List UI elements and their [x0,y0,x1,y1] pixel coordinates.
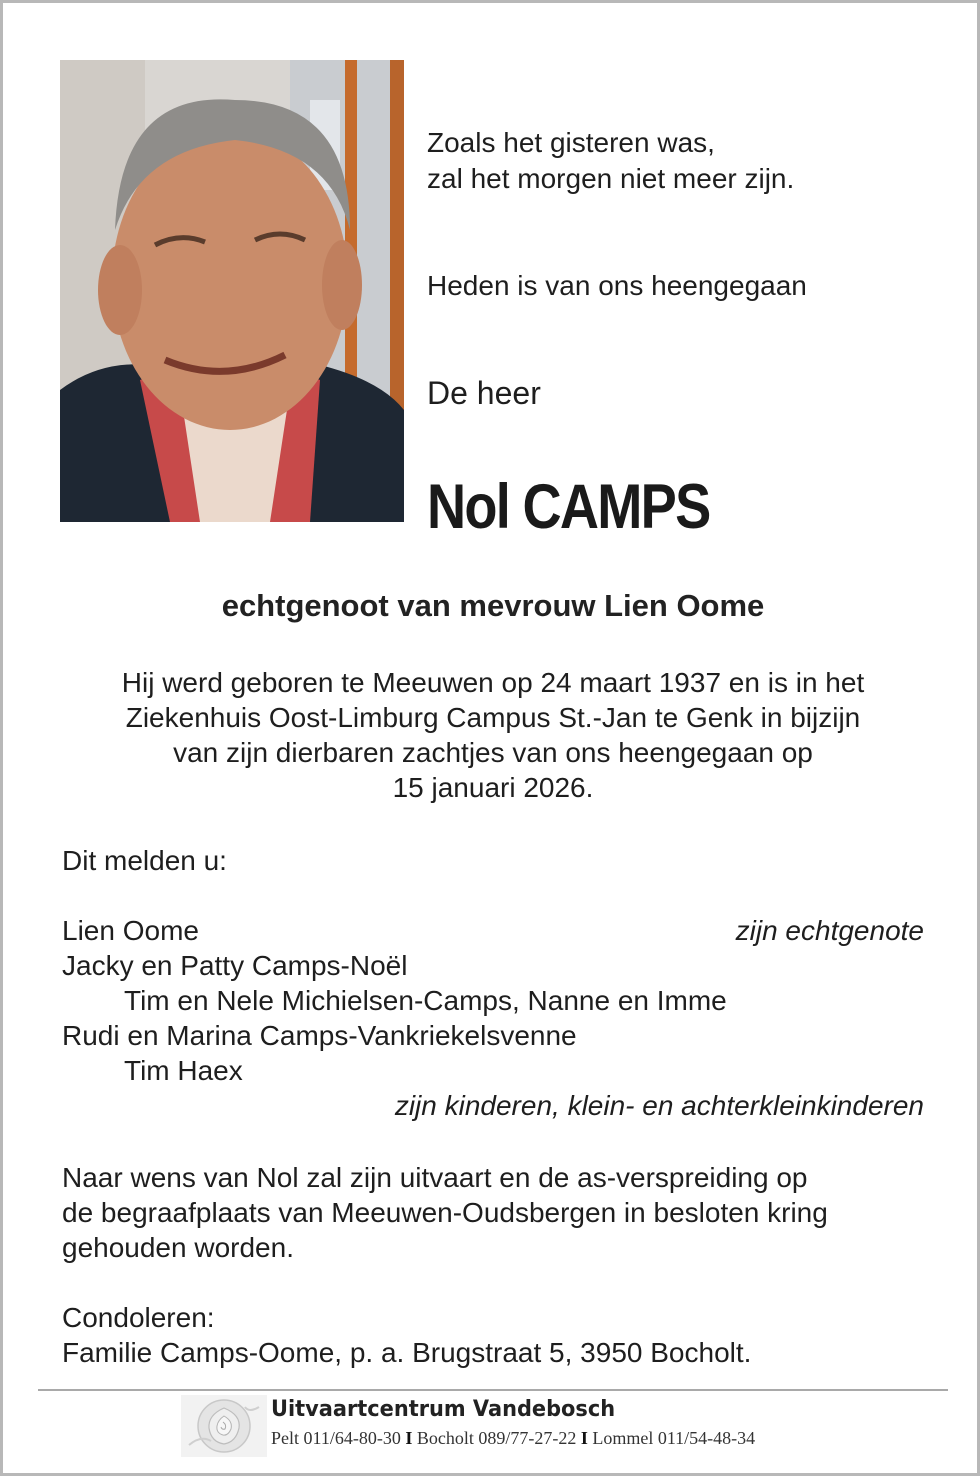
funeral-home-contacts [271,1428,755,1449]
family-name: Jacky en Patty Camps-Noël [62,950,408,981]
funeral-line-3: gehouden worden. [62,1232,294,1263]
bio-line-4: 15 januari 2026. [392,772,594,803]
condolences-label: Condoleren: [62,1302,215,1333]
condolences-address: Familie Camps-Oome, p. a. Brugstraat 5, 3950 Bocholt. [62,1337,752,1368]
deceased-name: Nol CAMPS [427,472,710,542]
family-list [62,913,924,1123]
family-name: Lien Oome [62,915,199,946]
family-row [62,1053,924,1088]
bio-line-3: van zijn dierbaren zachtjes van ons heengegaan op [173,737,813,768]
rose-icon [181,1395,267,1457]
departed-intro: Heden is van ons heengegaan [427,270,807,301]
quote-line-1: Zoals het gisteren was, [427,127,715,158]
family-row [62,983,924,1018]
family-name: Tim Haex [124,1055,243,1086]
funeral-home-name: Uitvaartcentrum Vandebosch [271,1397,616,1422]
family-name: Tim en Nele Michielsen-Camps, Nanne en Imme [124,985,727,1016]
condolences [62,1300,924,1370]
family-relation: zijn echtgenote [735,915,924,946]
family-row [62,1088,924,1123]
announce-line: Dit melden u: [62,845,227,876]
family-name: Rudi en Marina Camps-Vankriekelsvenne [62,1020,577,1051]
biography [3,665,980,805]
funeral-line-2: de begraafplaats van Meeuwen-Oudsbergen in besloten kring [62,1197,828,1228]
contact-separator: I [580,1428,588,1448]
quote [427,125,794,197]
family-row [62,1018,924,1053]
bio-line-2: Ziekenhuis Oost-Limburg Campus St.-Jan te Genk in bijzijn [125,702,861,733]
contact-separator: I [405,1428,413,1448]
footer-divider [38,1389,948,1391]
contact-lommel: Lommel 011/54-48-34 [592,1428,756,1448]
contact-pelt: Pelt 011/64-80-30 [271,1428,401,1448]
funeral-line-1: Naar wens van Nol zal zijn uitvaart en de as-verspreiding op [62,1162,808,1193]
bio-line-1: Hij werd geboren te Meeuwen op 24 maart 1937 en is in het [121,667,865,698]
portrait-photo [60,60,404,522]
quote-line-2: zal het morgen niet meer zijn. [427,163,795,194]
family-relation: zijn kinderen, klein- en achterkleinkinderen [394,1090,924,1121]
family-row [62,913,924,948]
funeral-notice [62,1160,924,1265]
honorific: De heer [427,375,541,411]
contact-bocholt: Bocholt 089/77-27-22 [416,1428,577,1448]
family-row [62,948,924,983]
spouse-line: echtgenoot van mevrouw Lien Oome [221,588,765,623]
